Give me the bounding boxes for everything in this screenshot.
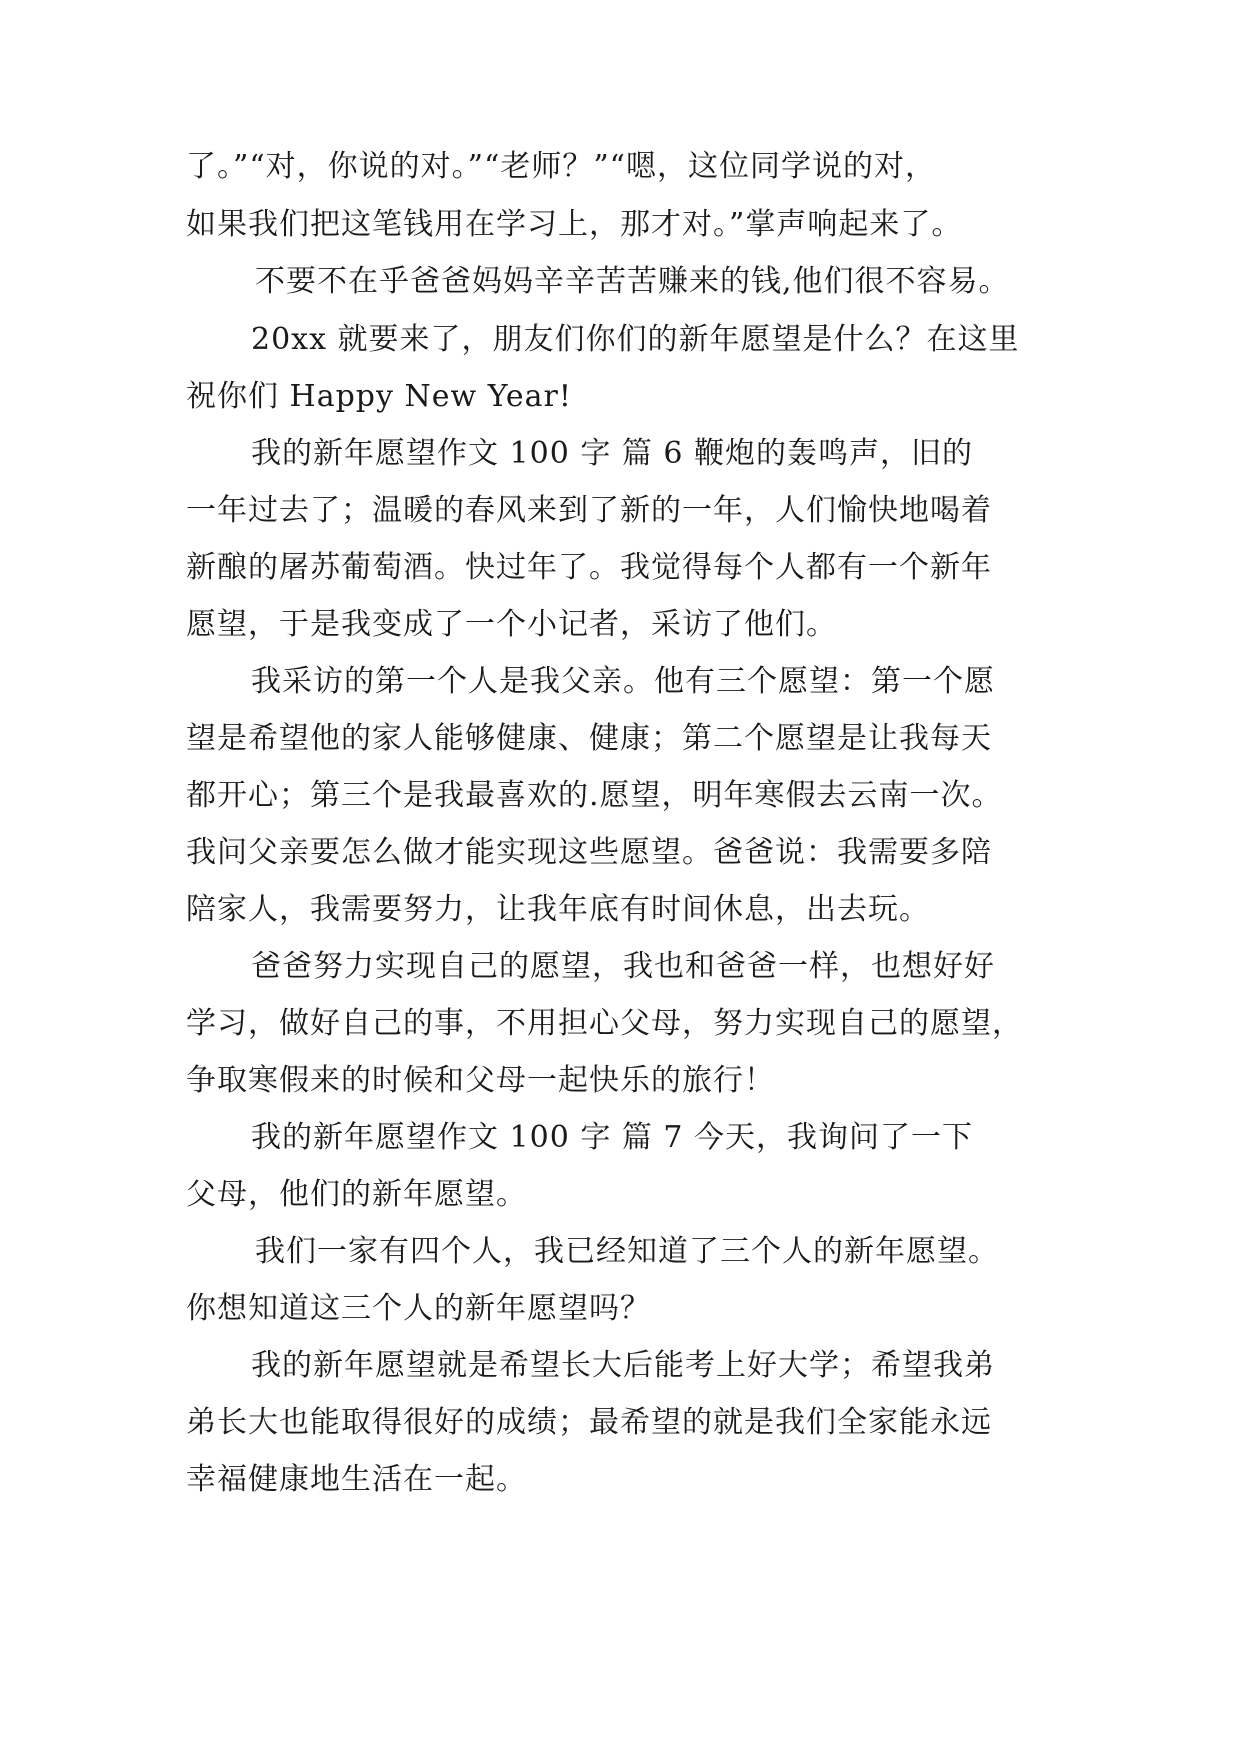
section-heading-line: 我的新年愿望作文 100 字 篇 6 鞭炮的轰鸣声，旧的	[251, 436, 974, 471]
text-line: 学习，做好自己的事，不用担心父母，努力实现自己的愿望，	[186, 1006, 1023, 1041]
text-line: 了。”“对，你说的对。”“老师？”“嗯，这位同学说的对，	[186, 149, 937, 184]
text-line: 我问父亲要怎么做才能实现这些愿望。爸爸说：我需要多陪	[186, 835, 992, 870]
text-line: 愿望，于是我变成了一个小记者，采访了他们。	[186, 607, 837, 642]
text-line: 爸爸努力实现自己的愿望，我也和爸爸一样，也想好好	[251, 949, 995, 984]
text-line: 我的新年愿望就是希望长大后能考上好大学；希望我弟	[251, 1348, 995, 1383]
section-heading-line: 我的新年愿望作文 100 字 篇 7 今天，我询问了一下	[251, 1120, 974, 1155]
text-line: 你想知道这三个人的新年愿望吗？	[186, 1291, 651, 1326]
text-line: 我们一家有四个人，我已经知道了三个人的新年愿望。	[255, 1234, 999, 1269]
text-line: 20xx 就要来了，朋友们你们的新年愿望是什么？在这里	[251, 322, 1020, 357]
text-line: 陪家人，我需要努力，让我年底有时间休息，出去玩。	[186, 892, 930, 927]
text-line: 新酿的屠苏葡萄酒。快过年了。我觉得每个人都有一个新年	[186, 550, 992, 585]
text-line: 不要不在乎爸爸妈妈辛辛苦苦赚来的钱,他们很不容易。	[255, 264, 1010, 299]
text-line: 祝你们 Happy New Year!	[186, 379, 572, 414]
text-line: 如果我们把这笔钱用在学习上，那才对。”掌声响起来了。	[186, 207, 963, 242]
text-line: 争取寒假来的时候和父母一起快乐的旅行！	[186, 1063, 775, 1098]
text-line: 我采访的第一个人是我父亲。他有三个愿望：第一个愿	[251, 664, 995, 699]
text-line: 一年过去了；温暖的春风来到了新的一年，人们愉快地喝着	[186, 493, 992, 528]
text-line: 父母，他们的新年愿望。	[186, 1177, 527, 1212]
text-line: 望是希望他的家人能够健康、健康；第二个愿望是让我每天	[186, 721, 992, 756]
text-line: 幸福健康地生活在一起。	[186, 1462, 527, 1497]
text-line: 都开心；第三个是我最喜欢的.愿望，明年寒假去云南一次。	[186, 778, 1003, 813]
text-line: 弟长大也能取得很好的成绩；最希望的就是我们全家能永远	[186, 1405, 992, 1440]
